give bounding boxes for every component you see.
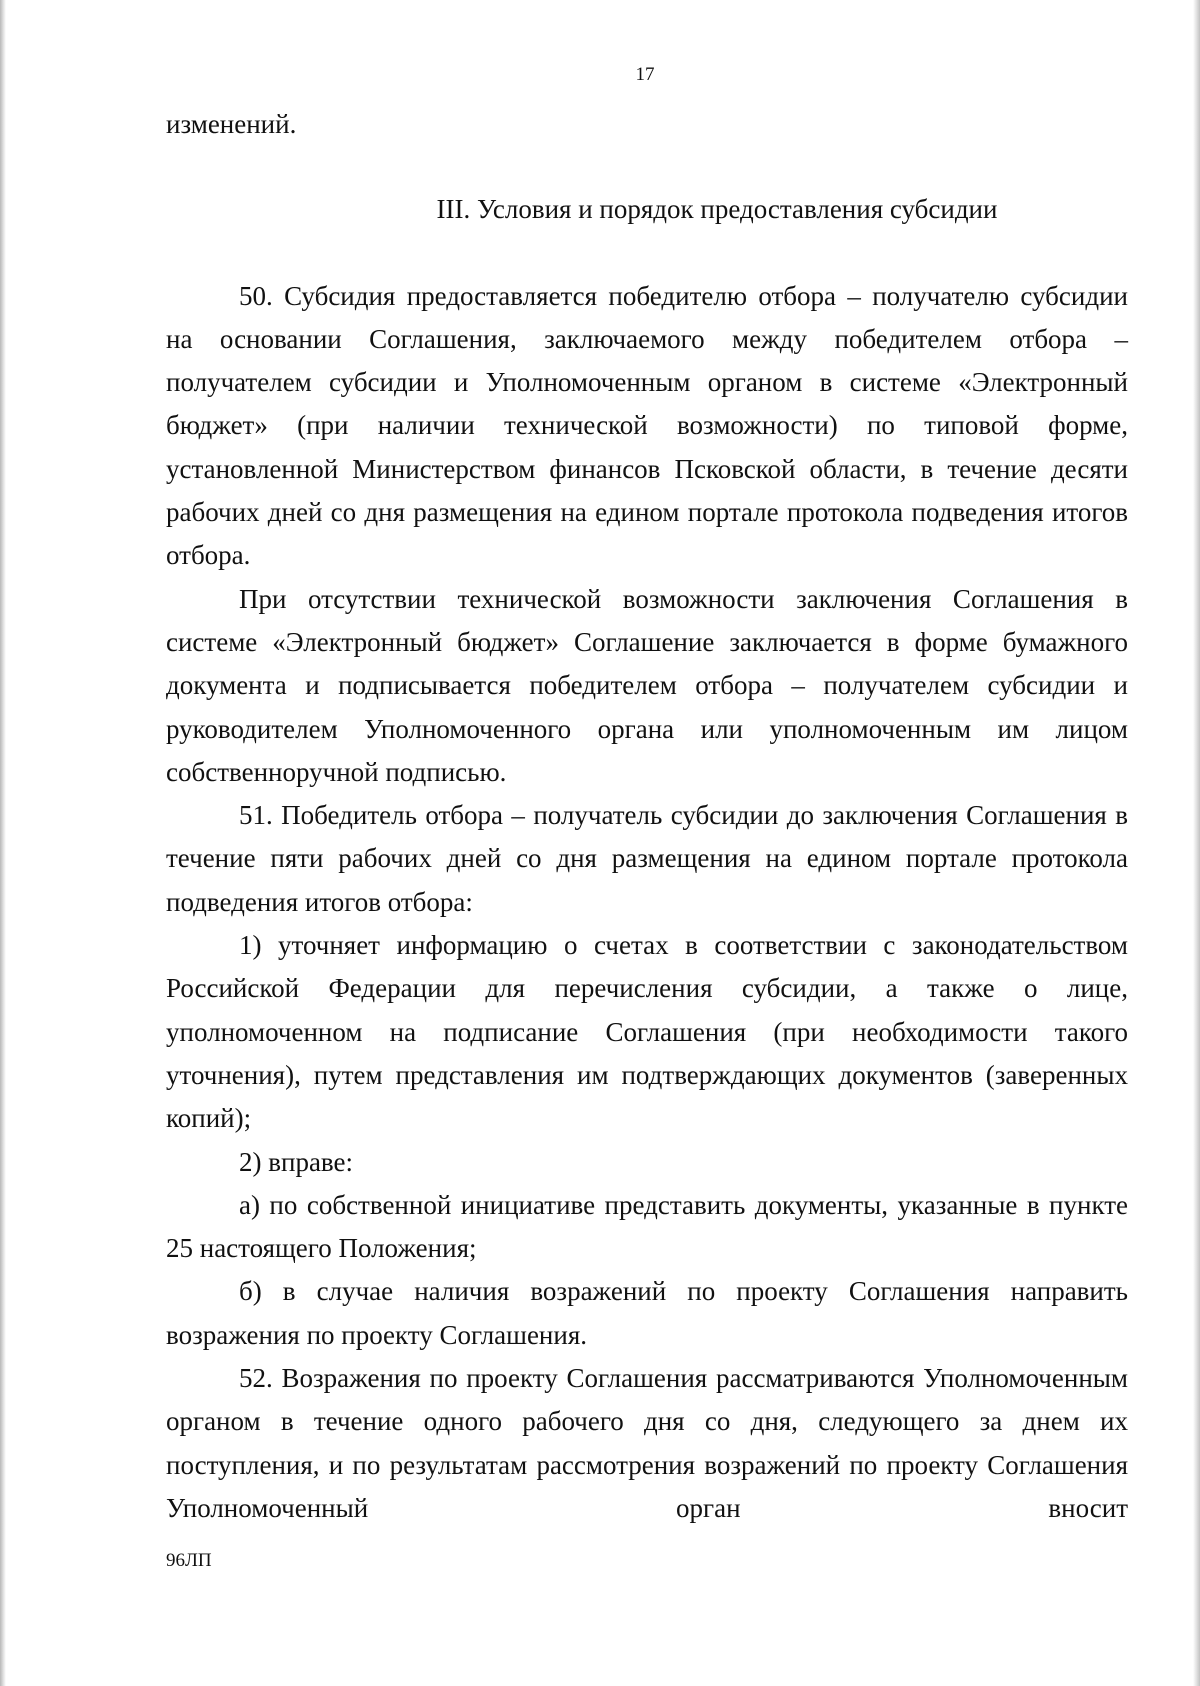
paragraph-50-cont: При отсутствии технической возможности заключения Соглашения в системе «Электронный бюджет» Соглашение заключается в форме бумажного документа и подписывается победителем отбора – получателем субсидии и руководителем Уполномоченного органа или уполномоченным им лицом собственноручной подписью. <box>166 583 1128 787</box>
footer-document-code: 96ЛП <box>166 1550 212 1571</box>
scan-edge-left <box>0 0 6 1686</box>
page-number: 17 <box>635 64 655 85</box>
scan-edge-right <box>1193 0 1200 1686</box>
paragraph-51-item-2: 2) вправе: <box>239 1146 353 1177</box>
continuation-text: изменений. <box>166 109 297 139</box>
paragraph-51-item-2b: б) в случае наличия возражений по проекту Соглашения направить возражения по проекту Соглашения. <box>166 1276 1128 1350</box>
paragraph-51-item-1: 1) уточняет информацию о счетах в соответствии с законодательством Российской Федерации для перечисления субсидии, а также о лице, уполномоченном на подписание Соглашения (при необходимости такого уточнения), путем представления им подтверждающих документов (заверенных копий); <box>166 930 1128 1134</box>
paragraph-51: 51. Победитель отбора – получатель субсидии до заключения Соглашения в течение пяти рабочих дней со дня размещения на едином портале протокола подведения итогов отбора: <box>166 800 1128 917</box>
document-body <box>166 103 1128 1530</box>
section-heading: III. Условия и порядок предоставления субсидии <box>436 194 998 225</box>
paragraph-52: 52. Возражения по проекту Соглашения рассматриваются Уполномоченным органом в течение одного рабочего дня со дня, следующего за днем их поступления, и по результатам рассмотрения возражений по проекту Соглашения Уполномоченный орган вносит <box>166 1363 1128 1523</box>
paragraph-50: 50. Субсидия предоставляется победителю отбора – получателю субсидии на основании Соглашения, заключаемого между победителем отбора – получателем субсидии и Уполномоченным органом в системе «Электронный бюджет» (при наличии технической возможности) по типовой форме, установленной Министерством финансов Псковской области, в течение десяти рабочих дней со дня размещения на едином портале протокола подведения итогов отбора. <box>166 280 1128 571</box>
paragraph-51-item-2a: а) по собственной инициативе представить документы, указанные в пункте 25 настоящего Положения; <box>166 1189 1128 1264</box>
